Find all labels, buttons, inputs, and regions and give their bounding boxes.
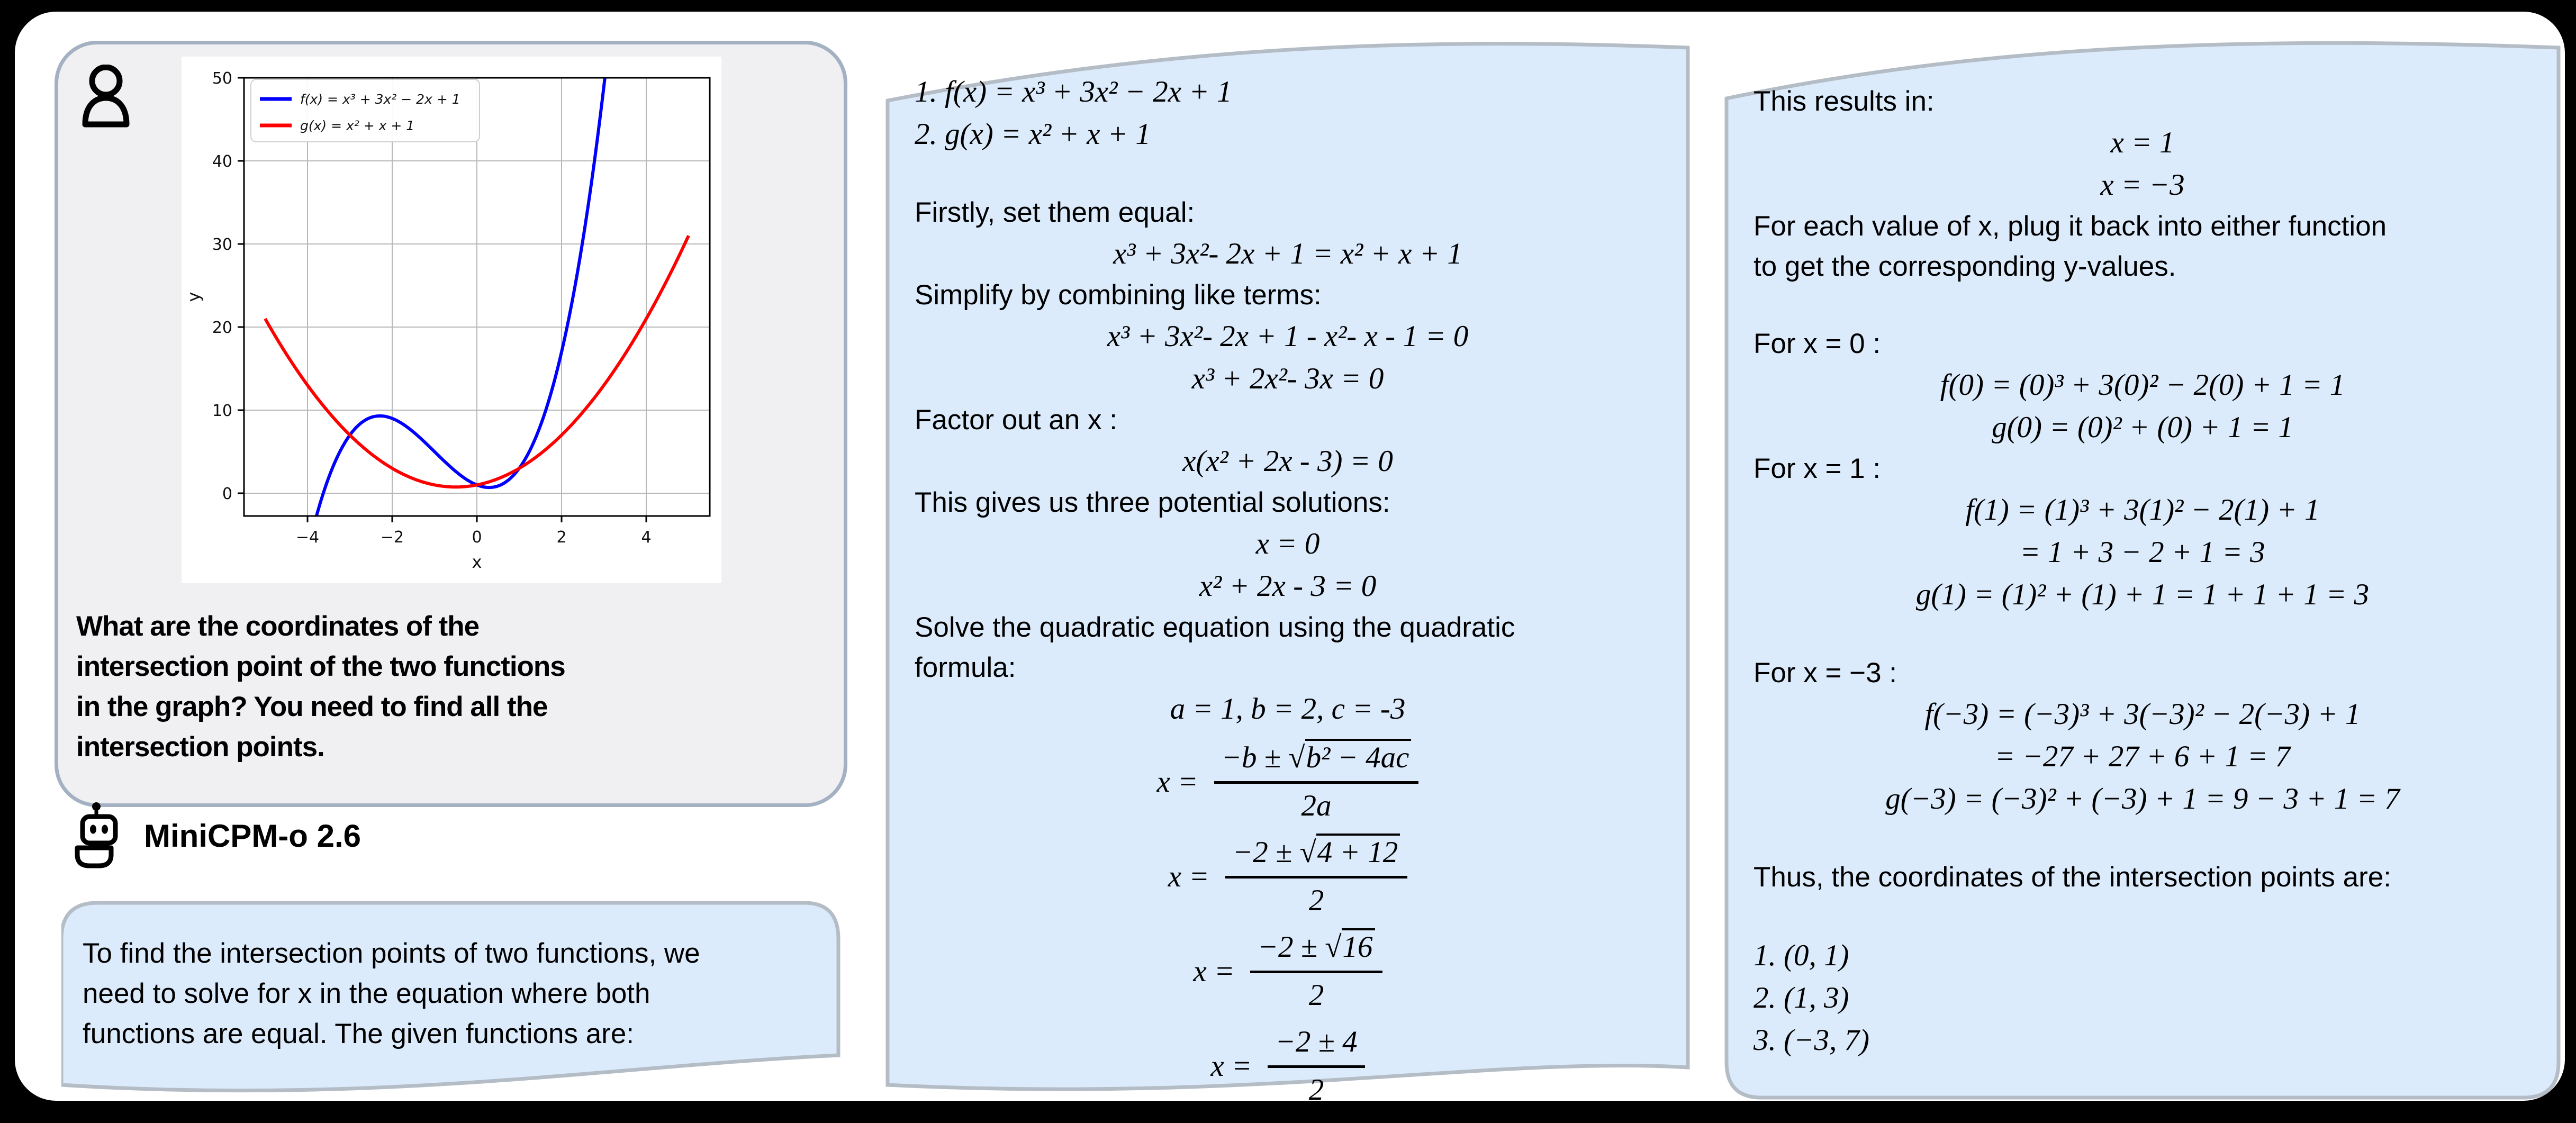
text-line: Firstly, set them equal: bbox=[915, 197, 1195, 228]
svg-text:y: y bbox=[184, 292, 204, 302]
equation-line: a = 1, b = 2, c = -3 bbox=[1170, 692, 1406, 726]
canvas-card bbox=[15, 12, 2565, 1107]
equation-line: 1. f(x) = x³ + 3x² − 2x + 1 bbox=[915, 75, 1232, 108]
text-line: formula: bbox=[915, 652, 1016, 683]
svg-text:30: 30 bbox=[212, 236, 232, 254]
equation-line: 2. g(x) = x² + x + 1 bbox=[915, 117, 1151, 151]
text-line: For x = 0 : bbox=[1754, 328, 1881, 359]
text-line: functions are equal. The given functions are: bbox=[83, 1018, 635, 1049]
text-line: to get the corresponding y-values. bbox=[1754, 251, 2176, 282]
equation-line: x² + 2x - 3 = 0 bbox=[1199, 569, 1377, 603]
response-bubble-1 bbox=[61, 901, 840, 1112]
svg-text:20: 20 bbox=[212, 319, 232, 337]
equation-line: 1. (0, 1) bbox=[1754, 939, 1849, 972]
svg-text:10: 10 bbox=[212, 402, 232, 420]
equation-line: x³ + 2x²- 3x = 0 bbox=[1191, 362, 1384, 395]
response-text bbox=[885, 33, 1690, 1109]
model-row bbox=[74, 801, 361, 870]
equation-line: x = 0 bbox=[1255, 527, 1320, 560]
model-name: MiniCPM-o 2.6 bbox=[144, 818, 361, 854]
user-avatar-icon bbox=[82, 65, 130, 130]
equation-fraction: x = $\frac{\text{−b ± √b² − 4ac}}{2a}$ bbox=[915, 739, 1661, 825]
equation-line: x³ + 3x²- 2x + 1 - x²- x - 1 = 0 bbox=[1107, 320, 1469, 353]
text-line: This gives us three potential solutions: bbox=[915, 487, 1390, 518]
spacer bbox=[1754, 898, 2532, 935]
svg-text:50: 50 bbox=[212, 69, 232, 88]
spacer bbox=[915, 156, 1661, 193]
svg-text:x: x bbox=[472, 552, 482, 572]
user-question bbox=[76, 606, 833, 767]
response-panel-2 bbox=[885, 33, 1690, 1110]
text-line: For x = 1 : bbox=[1754, 453, 1881, 484]
equation-line: f(0) = (0)³ + 3(0)² − 2(0) + 1 = 1 bbox=[1940, 368, 2345, 402]
equation-fraction: x = $\frac{-2 \pm √4 + 12}{2}$ bbox=[915, 834, 1661, 920]
text-line: intersection points. bbox=[76, 731, 324, 763]
equation-line: f(−3) = (−3)³ + 3(−3)² − 2(−3) + 1 bbox=[1924, 698, 2361, 731]
text-line: Factor out an x : bbox=[915, 404, 1117, 436]
spacer bbox=[1754, 287, 2532, 324]
equation-line: 2. (1, 3) bbox=[1754, 981, 1849, 1015]
svg-text:4: 4 bbox=[641, 528, 652, 547]
equation-line: f(1) = (1)³ + 3(1)² − 2(1) + 1 bbox=[1965, 493, 2320, 527]
svg-text:0: 0 bbox=[472, 528, 482, 547]
text-line: What are the coordinates of the bbox=[76, 611, 480, 642]
text-line: For each value of x, plug it back into either function bbox=[1754, 211, 2387, 242]
equation-line: = −27 + 27 + 6 + 1 = 7 bbox=[1994, 740, 2291, 773]
svg-text:−2: −2 bbox=[380, 528, 404, 547]
text-line: To find the intersection points of two functions, we bbox=[83, 938, 700, 969]
response-panel-3 bbox=[1724, 33, 2561, 1112]
robot-icon bbox=[74, 802, 121, 869]
text-line: Simplify by combining like terms: bbox=[915, 279, 1322, 311]
response-text bbox=[61, 901, 840, 1054]
text-line: intersection point of the two functions bbox=[76, 651, 565, 682]
equation-fraction: x = $\frac{-2 \pm √16}{2}$ bbox=[915, 928, 1661, 1015]
text-line: need to solve for x in the equation where both bbox=[83, 978, 650, 1009]
svg-text:2: 2 bbox=[556, 528, 567, 547]
text-line: in the graph? You need to find all the bbox=[76, 691, 548, 722]
spacer bbox=[1754, 616, 2532, 653]
equation-line: g(1) = (1)² + (1) + 1 = 1 + 1 + 1 = 3 bbox=[1915, 578, 2370, 611]
svg-text:−4: −4 bbox=[295, 528, 320, 547]
equation-fraction: x = $\frac{-2 \pm 4}{2}$ bbox=[915, 1023, 1661, 1109]
equation-line: x(x² + 2x - 3) = 0 bbox=[1182, 445, 1393, 478]
svg-text:0: 0 bbox=[222, 485, 232, 503]
response-text bbox=[1724, 33, 2561, 1062]
equation-line: 3. (−3, 7) bbox=[1754, 1024, 1869, 1057]
equation-line: g(0) = (0)² + (0) + 1 = 1 bbox=[1992, 411, 2293, 444]
equation-line: g(−3) = (−3)² + (−3) + 1 = 9 − 3 + 1 = 7 bbox=[1885, 782, 2400, 816]
text-line: This results in: bbox=[1754, 86, 1935, 117]
equation-line: = 1 + 3 − 2 + 1 = 3 bbox=[2020, 536, 2265, 569]
text-line: For x = −3 : bbox=[1754, 657, 1897, 689]
user-message-panel bbox=[55, 41, 847, 807]
equation-line: x³ + 3x²- 2x + 1 = x² + x + 1 bbox=[1113, 237, 1462, 270]
svg-text:g(x) = x² + x + 1: g(x) = x² + x + 1 bbox=[300, 118, 415, 133]
function-graph bbox=[182, 57, 721, 583]
equation-line: x = −3 bbox=[2100, 168, 2185, 202]
spacer bbox=[1754, 820, 2532, 857]
equation-line: x = 1 bbox=[2110, 126, 2175, 159]
text-line: Thus, the coordinates of the intersection points are: bbox=[1754, 862, 2391, 893]
svg-text:f(x) = x³ + 3x² − 2x + 1: f(x) = x³ + 3x² − 2x + 1 bbox=[300, 92, 460, 107]
svg-text:40: 40 bbox=[212, 152, 232, 171]
text-line: Solve the quadratic equation using the quadratic bbox=[915, 612, 1515, 643]
